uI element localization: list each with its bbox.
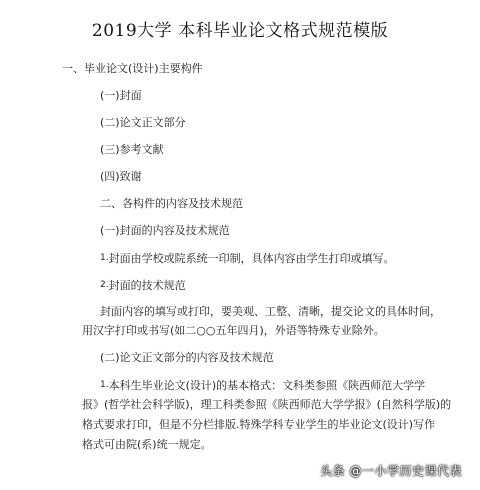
subsection-heading: (一)封面的内容及技术规范 [100, 224, 230, 237]
subsection-heading: (二)论文正文部分的内容及技术规范 [100, 351, 274, 364]
paragraph-line: 报》(哲学社会科学版)，理工科类参照《陕西师范大学学报》(自然科学版)的 [82, 398, 452, 411]
paragraph-line: 1.封面由学校或院系统一印制，具体内容由学生打印或填写。 [100, 252, 395, 265]
list-item: (三)参考文献 [100, 143, 164, 156]
paragraph-line: 封面内容的填写或打印，要美观、工整、清晰，提交论文的具体时间， [100, 305, 441, 318]
paragraph-line: 2.封面的技术规范 [100, 279, 186, 292]
source-watermark: 头条 @一小学历史课代表 [320, 464, 462, 478]
paragraph-line: 格式要求打印，但是不分栏排版.特殊学科专业学生的毕业论文(设计)写作 [82, 418, 436, 431]
document-title: 2019大学 本科毕业论文格式规范模版 [91, 21, 389, 41]
paragraph-line: 用汉字打印或书写(如二○○五年四月)，外语等特殊专业除外。 [82, 324, 385, 337]
list-item: (四)致谢 [100, 170, 142, 183]
paragraph-line: 1.本科生毕业论文(设计)的基本格式：文科类参照《陕西师范大学学 [100, 379, 426, 392]
list-item: (二)论文正文部分 [100, 116, 186, 129]
list-item: (一)封面 [100, 89, 142, 102]
section-heading-1: 一、毕业论文(设计)主要构件 [62, 62, 203, 75]
section-heading-2: 二、各构件的内容及技术规范 [100, 197, 243, 210]
paragraph-line: 格式可由院(系)统一规定。 [82, 438, 212, 451]
